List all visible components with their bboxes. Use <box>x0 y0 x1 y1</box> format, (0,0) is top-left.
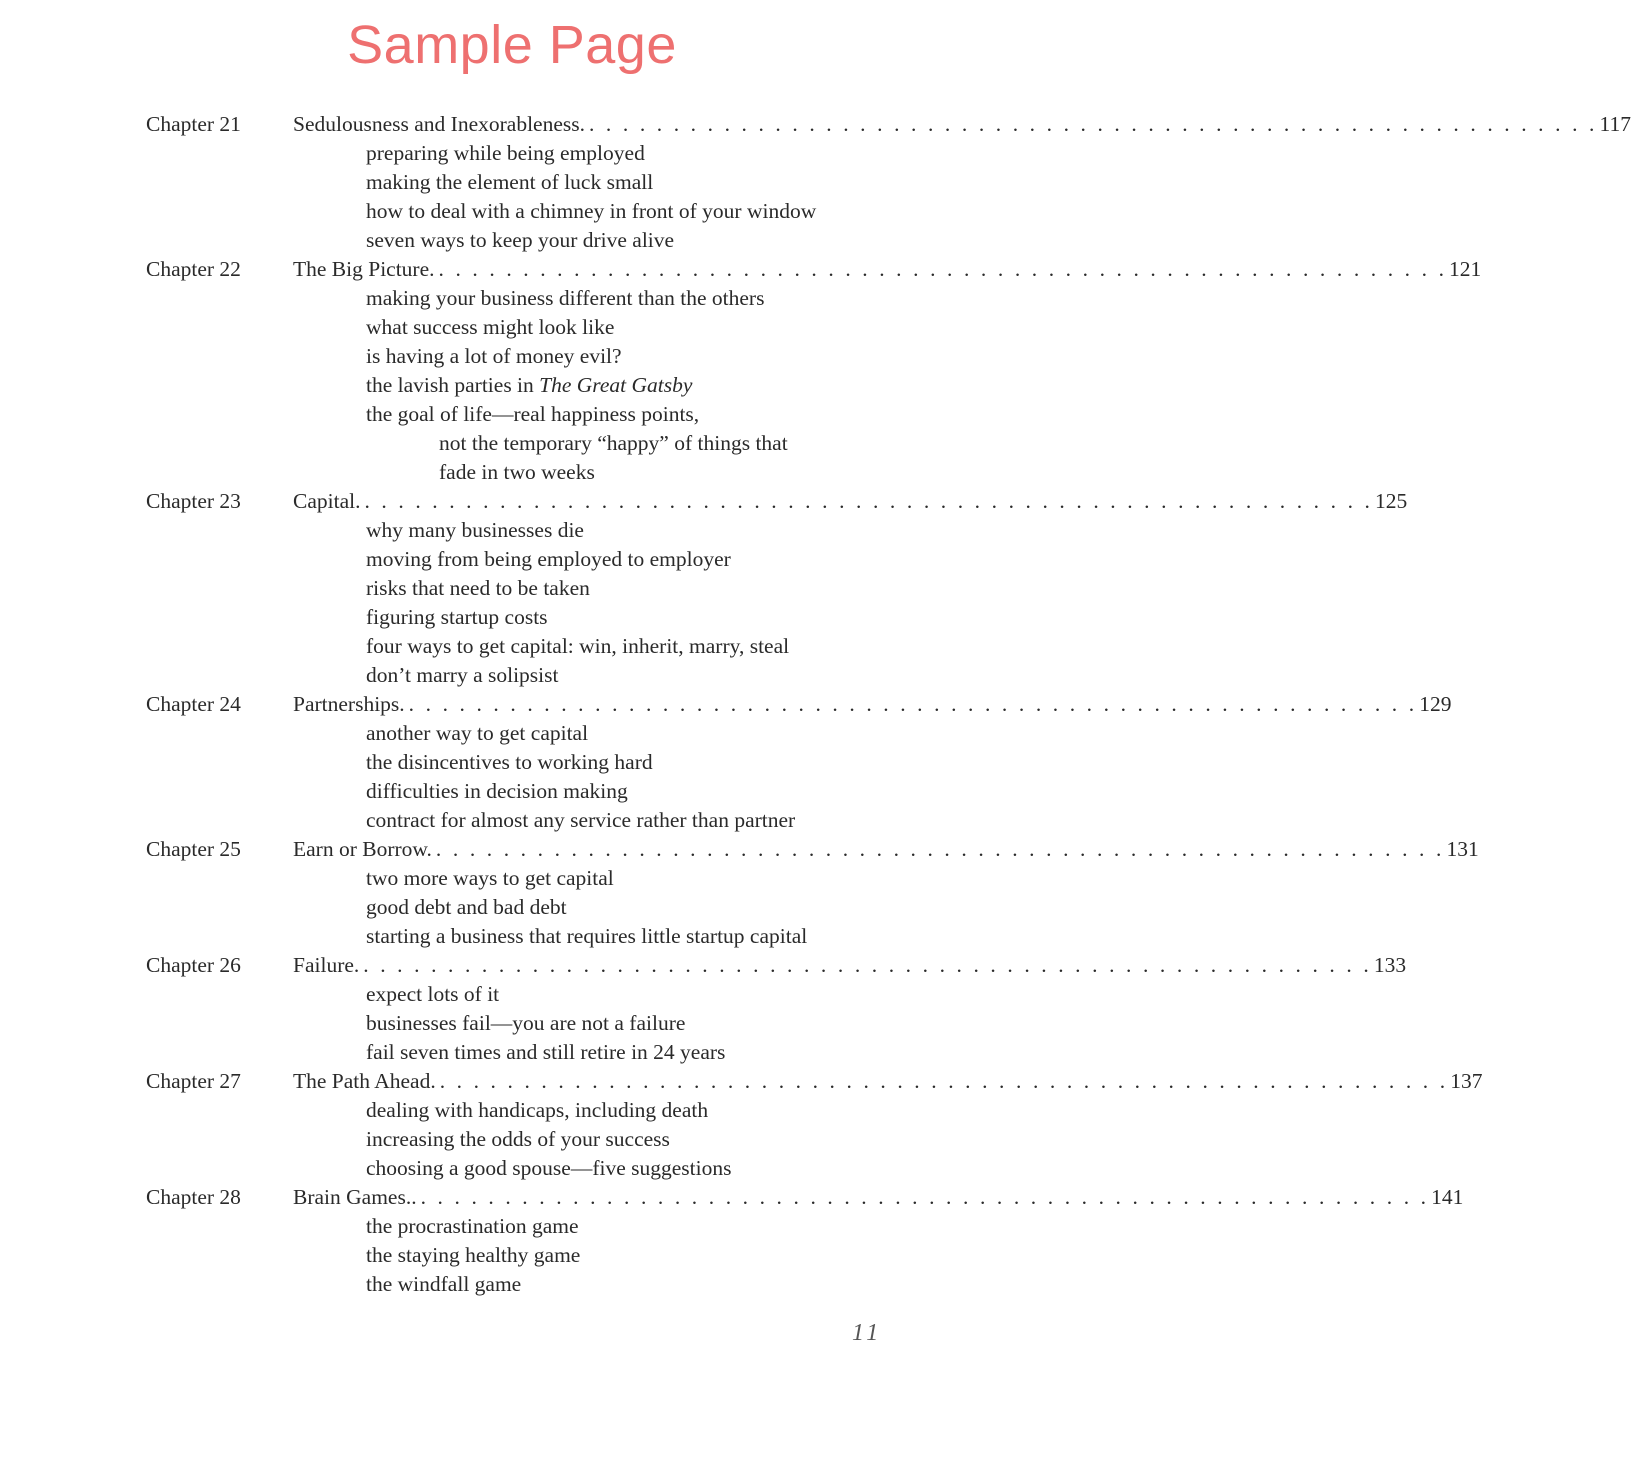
page-number: 141 <box>1431 1185 1464 1209</box>
subtopic-continuation: fade in two weeks <box>439 460 595 484</box>
chapter-title: Sedulousness and Inexorableness. <box>293 112 585 136</box>
subtopic: moving from being employed to employer <box>366 547 731 571</box>
toc-entry-chapter-21[interactable] <box>146 110 1631 139</box>
subtopic: businesses fail—you are not a failure <box>366 1011 686 1035</box>
dot-leader: . . . . . . . . . . . . . . . . . . . . . . . . . . . . . . . . . . . . . . . . . . . . . . . . . . . . . . . . . . . . <box>435 837 1445 861</box>
subtopic: is having a lot of money evil? <box>366 344 622 368</box>
subtopic-continuation: not the temporary “happy” of things that <box>439 431 788 455</box>
subtopic: the disincentives to working hard <box>366 750 653 774</box>
dot-leader: . . . . . . . . . . . . . . . . . . . . . . . . . . . . . . . . . . . . . . . . . . . . . . . . . . . . . . . . . . . . <box>363 953 1372 977</box>
sample-page-watermark: Sample Page <box>347 15 677 75</box>
subtopic: the windfall game <box>366 1272 522 1296</box>
subtopic: another way to get capital <box>366 721 589 745</box>
chapter-number: Chapter 26 <box>146 953 241 977</box>
subtopic-gatsby <box>146 371 878 400</box>
page-number: 137 <box>1450 1069 1483 1093</box>
page-number: 121 <box>1449 257 1482 281</box>
toc-entry-chapter-27[interactable] <box>146 1067 1483 1096</box>
subtopic: making your business different than the others <box>366 286 765 310</box>
page-number: 117 <box>1599 112 1631 136</box>
subtopic: contract for almost any service rather than partner <box>366 808 796 832</box>
subtopic: two more ways to get capital <box>366 866 614 890</box>
chapter-number: Chapter 25 <box>146 837 241 861</box>
page-number: 125 <box>1375 489 1408 513</box>
toc-entry-chapter-26[interactable] <box>146 951 1407 980</box>
chapter-number: Chapter 28 <box>146 1185 241 1209</box>
toc-entry-chapter-22[interactable] <box>146 255 1482 284</box>
subtopic: preparing while being employed <box>366 141 645 165</box>
page-number: 133 <box>1373 953 1407 977</box>
subtopic: how to deal with a chimney in front of your window <box>366 199 817 223</box>
subtopic: why many businesses die <box>366 518 584 542</box>
chapter-number: Chapter 21 <box>146 112 241 136</box>
page-number: 129 <box>1419 692 1452 716</box>
subtopic: dealing with handicaps, including death <box>366 1098 709 1122</box>
chapter-number: Chapter 23 <box>146 489 241 513</box>
dot-leader: . . . . . . . . . . . . . . . . . . . . . . . . . . . . . . . . . . . . . . . . . . . . . . . . . . . . . . . . . . . . <box>588 112 1598 136</box>
subtopic: the goal of life—real happiness points, <box>366 402 700 426</box>
page-folio-number: 11 <box>852 1320 883 1346</box>
subtopic: expect lots of it <box>366 982 500 1006</box>
dot-leader: . . . . . . . . . . . . . . . . . . . . . . . . . . . . . . . . . . . . . . . . . . . . . . . . . . . . . . . . . . . . <box>408 692 1418 716</box>
subtopic: four ways to get capital: win, inherit, marry, steal <box>366 634 790 658</box>
chapter-number: Chapter 27 <box>146 1069 241 1093</box>
dot-leader: . . . . . . . . . . . . . . . . . . . . . . . . . . . . . . . . . . . . . . . . . . . . . . . . . . . . . . . . . . . . <box>420 1185 1430 1209</box>
subtopic: difficulties in decision making <box>366 779 628 803</box>
toc-entry-chapter-28[interactable] <box>146 1183 1464 1212</box>
table-of-contents <box>146 110 1631 1299</box>
chapter-title: Partnerships. <box>293 692 405 716</box>
subtopic: risks that need to be taken <box>366 576 590 600</box>
subtopic: don’t marry a solipsist <box>366 663 559 687</box>
subtopic: choosing a good spouse—five suggestions <box>366 1156 732 1180</box>
dot-leader: . . . . . . . . . . . . . . . . . . . . . . . . . . . . . . . . . . . . . . . . . . . . . . . . . . . . . . . . . . . . <box>364 489 1374 513</box>
subtopic: seven ways to keep your drive alive <box>366 228 675 252</box>
subtopic: making the element of luck small <box>366 170 654 194</box>
chapter-title: Failure. <box>293 953 360 977</box>
page-number: 131 <box>1446 837 1479 861</box>
toc-entry-chapter-25[interactable] <box>146 835 1479 864</box>
chapter-title: The Big Picture. <box>293 257 435 281</box>
chapter-title: Earn or Borrow. <box>293 837 432 861</box>
subtopic: figuring startup costs <box>366 605 548 629</box>
book-title-italic: The Great Gatsby <box>539 373 693 397</box>
dot-leader: . . . . . . . . . . . . . . . . . . . . . . . . . . . . . . . . . . . . . . . . . . . . . . . . . . . . . . . . . . . . <box>439 1069 1449 1093</box>
dot-leader: . . . . . . . . . . . . . . . . . . . . . . . . . . . . . . . . . . . . . . . . . . . . . . . . . . . . . . . . . . . . <box>438 257 1448 281</box>
subtopic: the procrastination game <box>366 1214 579 1238</box>
toc-entry-chapter-24[interactable] <box>146 690 1452 719</box>
chapter-number: Chapter 24 <box>146 692 241 716</box>
chapter-title: The Path Ahead. <box>293 1069 436 1093</box>
subtopic: what success might look like <box>366 315 615 339</box>
toc-entry-chapter-23[interactable] <box>146 487 1408 516</box>
subtopic: increasing the odds of your success <box>366 1127 670 1151</box>
chapter-number: Chapter 22 <box>146 257 241 281</box>
subtopic: the staying healthy game <box>366 1243 581 1267</box>
subtopic: starting a business that requires little startup capital <box>366 924 808 948</box>
chapter-title: Capital. <box>293 489 361 513</box>
subtopic-text: the lavish parties in <box>366 373 540 397</box>
chapter-title: Brain Games.. <box>293 1185 417 1209</box>
subtopic: good debt and bad debt <box>366 895 567 919</box>
subtopic: fail seven times and still retire in 24 years <box>366 1040 726 1064</box>
